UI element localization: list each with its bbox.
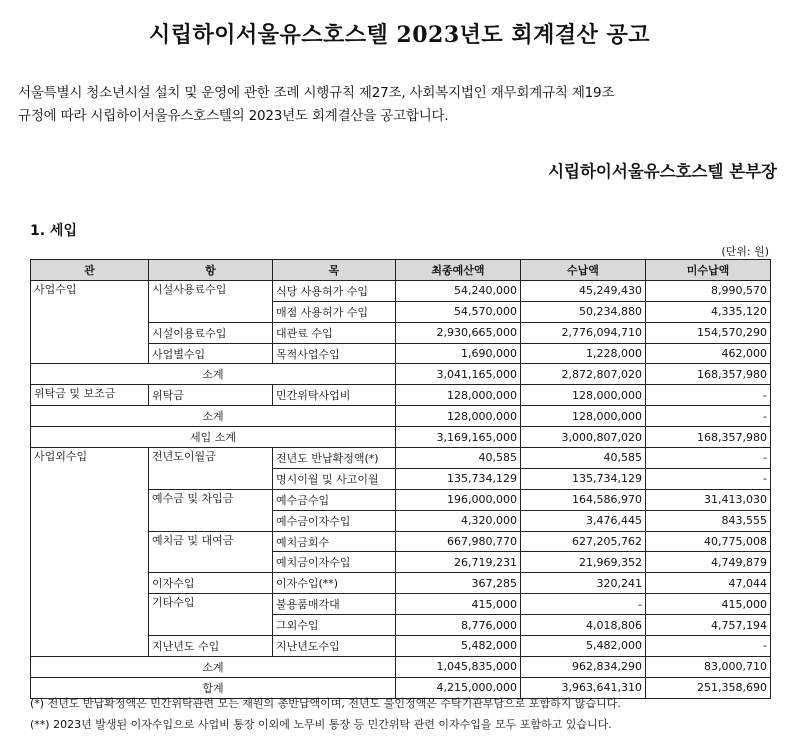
received-cell: 40,585 <box>521 448 646 469</box>
budget-cell: 8,776,000 <box>396 615 521 636</box>
received-cell: 3,476,445 <box>521 510 646 531</box>
received-cell: 164,586,970 <box>521 489 646 510</box>
unreceived-cell: - <box>646 636 771 657</box>
item-cell: 시설사용료수입 <box>149 280 273 322</box>
unreceived-cell: 4,749,879 <box>646 552 771 573</box>
revenue-subtotal-row <box>31 427 771 448</box>
unreceived-cell: 8,990,570 <box>646 280 771 301</box>
received-cell: 2,776,094,710 <box>521 322 646 343</box>
received-cell: 962,834,290 <box>521 656 646 677</box>
unreceived-cell: 168,357,980 <box>646 364 771 385</box>
budget-cell: 367,285 <box>396 573 521 594</box>
received-cell: 4,018,806 <box>521 615 646 636</box>
unreceived-cell: 40,775,008 <box>646 531 771 552</box>
budget-cell: 128,000,000 <box>396 406 521 427</box>
item-cell: 위탁금 <box>149 385 273 406</box>
subitem-cell: 명시이월 및 사고이월 <box>273 468 396 489</box>
budget-cell: 5,482,000 <box>396 636 521 657</box>
received-cell: 50,234,880 <box>521 301 646 322</box>
organization-signature: 시립하이서울유스호스텔 본부장 <box>548 162 777 181</box>
category-cell: 사업외수입 <box>31 448 149 657</box>
unreceived-cell: 31,413,030 <box>646 489 771 510</box>
header-hang: 항 <box>149 260 273 281</box>
subtotal-label: 소계 <box>31 656 396 677</box>
category-cell: 사업수입 <box>31 280 149 364</box>
page-title: 시립하이서울유스호스텔 2023년도 회계결산 공고 <box>149 22 650 48</box>
subitem-cell: 민간위탁사업비 <box>273 385 396 406</box>
table-row <box>31 448 771 469</box>
intro-paragraph <box>18 82 783 128</box>
item-cell: 예치금 및 대여금 <box>149 531 273 573</box>
revenue-table <box>30 259 771 699</box>
received-cell: 320,241 <box>521 573 646 594</box>
subitem-cell: 예수금이자수입 <box>273 510 396 531</box>
item-cell: 사업별수입 <box>149 343 273 364</box>
subtotal-row <box>31 364 771 385</box>
subitem-cell: 그외수입 <box>273 615 396 636</box>
subitem-cell: 불용품매각대 <box>273 594 396 615</box>
unreceived-cell: - <box>646 406 771 427</box>
unreceived-cell: 462,000 <box>646 343 771 364</box>
unreceived-cell: 251,358,690 <box>646 677 771 698</box>
received-cell: 627,205,762 <box>521 531 646 552</box>
table-row <box>31 385 771 406</box>
unit-label: (단위: 원) <box>721 245 769 258</box>
unreceived-cell: 843,555 <box>646 510 771 531</box>
table-row <box>31 280 771 301</box>
unreceived-cell: 4,335,120 <box>646 301 771 322</box>
subitem-cell: 대관료 수입 <box>273 322 396 343</box>
footnotes <box>30 693 780 735</box>
category-cell: 위탁금 및 보조금 <box>31 385 149 406</box>
received-cell: 5,482,000 <box>521 636 646 657</box>
received-cell: 45,249,430 <box>521 280 646 301</box>
received-cell: 128,000,000 <box>521 385 646 406</box>
section-title: 1. 세입 <box>30 223 77 239</box>
subitem-cell: 지난년도수입 <box>273 636 396 657</box>
received-cell: 128,000,000 <box>521 406 646 427</box>
unreceived-cell: 415,000 <box>646 594 771 615</box>
received-cell: 3,963,641,310 <box>521 677 646 698</box>
unreceived-cell: 4,757,194 <box>646 615 771 636</box>
received-cell: 2,872,807,020 <box>521 364 646 385</box>
item-cell: 이자수입 <box>149 573 273 594</box>
subtotal-label: 소계 <box>31 364 396 385</box>
budget-cell: 4,215,000,000 <box>396 677 521 698</box>
item-cell: 전년도이월금 <box>149 448 273 490</box>
unreceived-cell: 83,000,710 <box>646 656 771 677</box>
budget-cell: 26,719,231 <box>396 552 521 573</box>
header-budget: 최종예산액 <box>396 260 521 281</box>
item-cell: 시설이용료수입 <box>149 322 273 343</box>
subitem-cell: 예수금수입 <box>273 489 396 510</box>
budget-cell: 128,000,000 <box>396 385 521 406</box>
subtotal-label: 소계 <box>31 406 396 427</box>
subitem-cell: 이자수입(**) <box>273 573 396 594</box>
subitem-cell: 매점 사용허가 수입 <box>273 301 396 322</box>
header-unreceived: 미수납액 <box>646 260 771 281</box>
subtotal-row <box>31 406 771 427</box>
intro-line-1: 서울특별시 청소년시설 설치 및 운영에 관한 조례 시행규칙 제27조, 사회복지법인 재무회계규칙 제19조 <box>18 85 615 101</box>
budget-cell: 40,585 <box>396 448 521 469</box>
budget-cell: 135,734,129 <box>396 468 521 489</box>
header-gwan: 관 <box>31 260 149 281</box>
subitem-cell: 예치금회수 <box>273 531 396 552</box>
budget-cell: 196,000,000 <box>396 489 521 510</box>
item-cell: 기타수입 <box>149 594 273 636</box>
unreceived-cell: - <box>646 468 771 489</box>
unreceived-cell: - <box>646 448 771 469</box>
subitem-cell: 전년도 반납확정액(*) <box>273 448 396 469</box>
budget-cell: 415,000 <box>396 594 521 615</box>
item-cell: 지난년도 수입 <box>149 636 273 657</box>
header-mok: 목 <box>273 260 396 281</box>
received-cell: 1,228,000 <box>521 343 646 364</box>
budget-cell: 3,169,165,000 <box>396 427 521 448</box>
unreceived-cell: 154,570,290 <box>646 322 771 343</box>
budget-cell: 2,930,665,000 <box>396 322 521 343</box>
item-cell: 예수금 및 차입금 <box>149 489 273 531</box>
subitem-cell: 목적사업수입 <box>273 343 396 364</box>
subitem-cell: 예치금이자수입 <box>273 552 396 573</box>
unreceived-cell: 168,357,980 <box>646 427 771 448</box>
subitem-cell: 식당 사용허가 수입 <box>273 280 396 301</box>
budget-cell: 667,980,770 <box>396 531 521 552</box>
footnote-1: (*) 전년도 반납확정액은 민간위탁관련 모든 재원의 총반납액이며, 전년도 불인정액은 수탁기관부담으로 포함하지 않습니다. <box>30 697 621 710</box>
budget-cell: 4,320,000 <box>396 510 521 531</box>
revenue-subtotal-label: 세입 소계 <box>31 427 396 448</box>
budget-cell: 54,240,000 <box>396 280 521 301</box>
received-cell: 135,734,129 <box>521 468 646 489</box>
budget-cell: 1,045,835,000 <box>396 656 521 677</box>
unreceived-cell: - <box>646 385 771 406</box>
budget-cell: 54,570,000 <box>396 301 521 322</box>
subtotal-row <box>31 656 771 677</box>
footnote-2: (**) 2023년 발생된 이자수입으로 사업비 통장 이외에 노무비 통장 등 민간위탁 관련 이자수입을 모두 포함하고 있습니다. <box>30 718 612 731</box>
unreceived-cell: 47,044 <box>646 573 771 594</box>
budget-cell: 1,690,000 <box>396 343 521 364</box>
table-header-row <box>31 260 771 281</box>
received-cell: 21,969,352 <box>521 552 646 573</box>
grand-total-label: 합계 <box>31 677 396 698</box>
received-cell: - <box>521 594 646 615</box>
received-cell: 3,000,807,020 <box>521 427 646 448</box>
intro-line-2: 규정에 따라 시립하이서울유스호스텔의 2023년도 회계결산을 공고합니다. <box>18 108 449 124</box>
budget-cell: 3,041,165,000 <box>396 364 521 385</box>
header-received: 수납액 <box>521 260 646 281</box>
